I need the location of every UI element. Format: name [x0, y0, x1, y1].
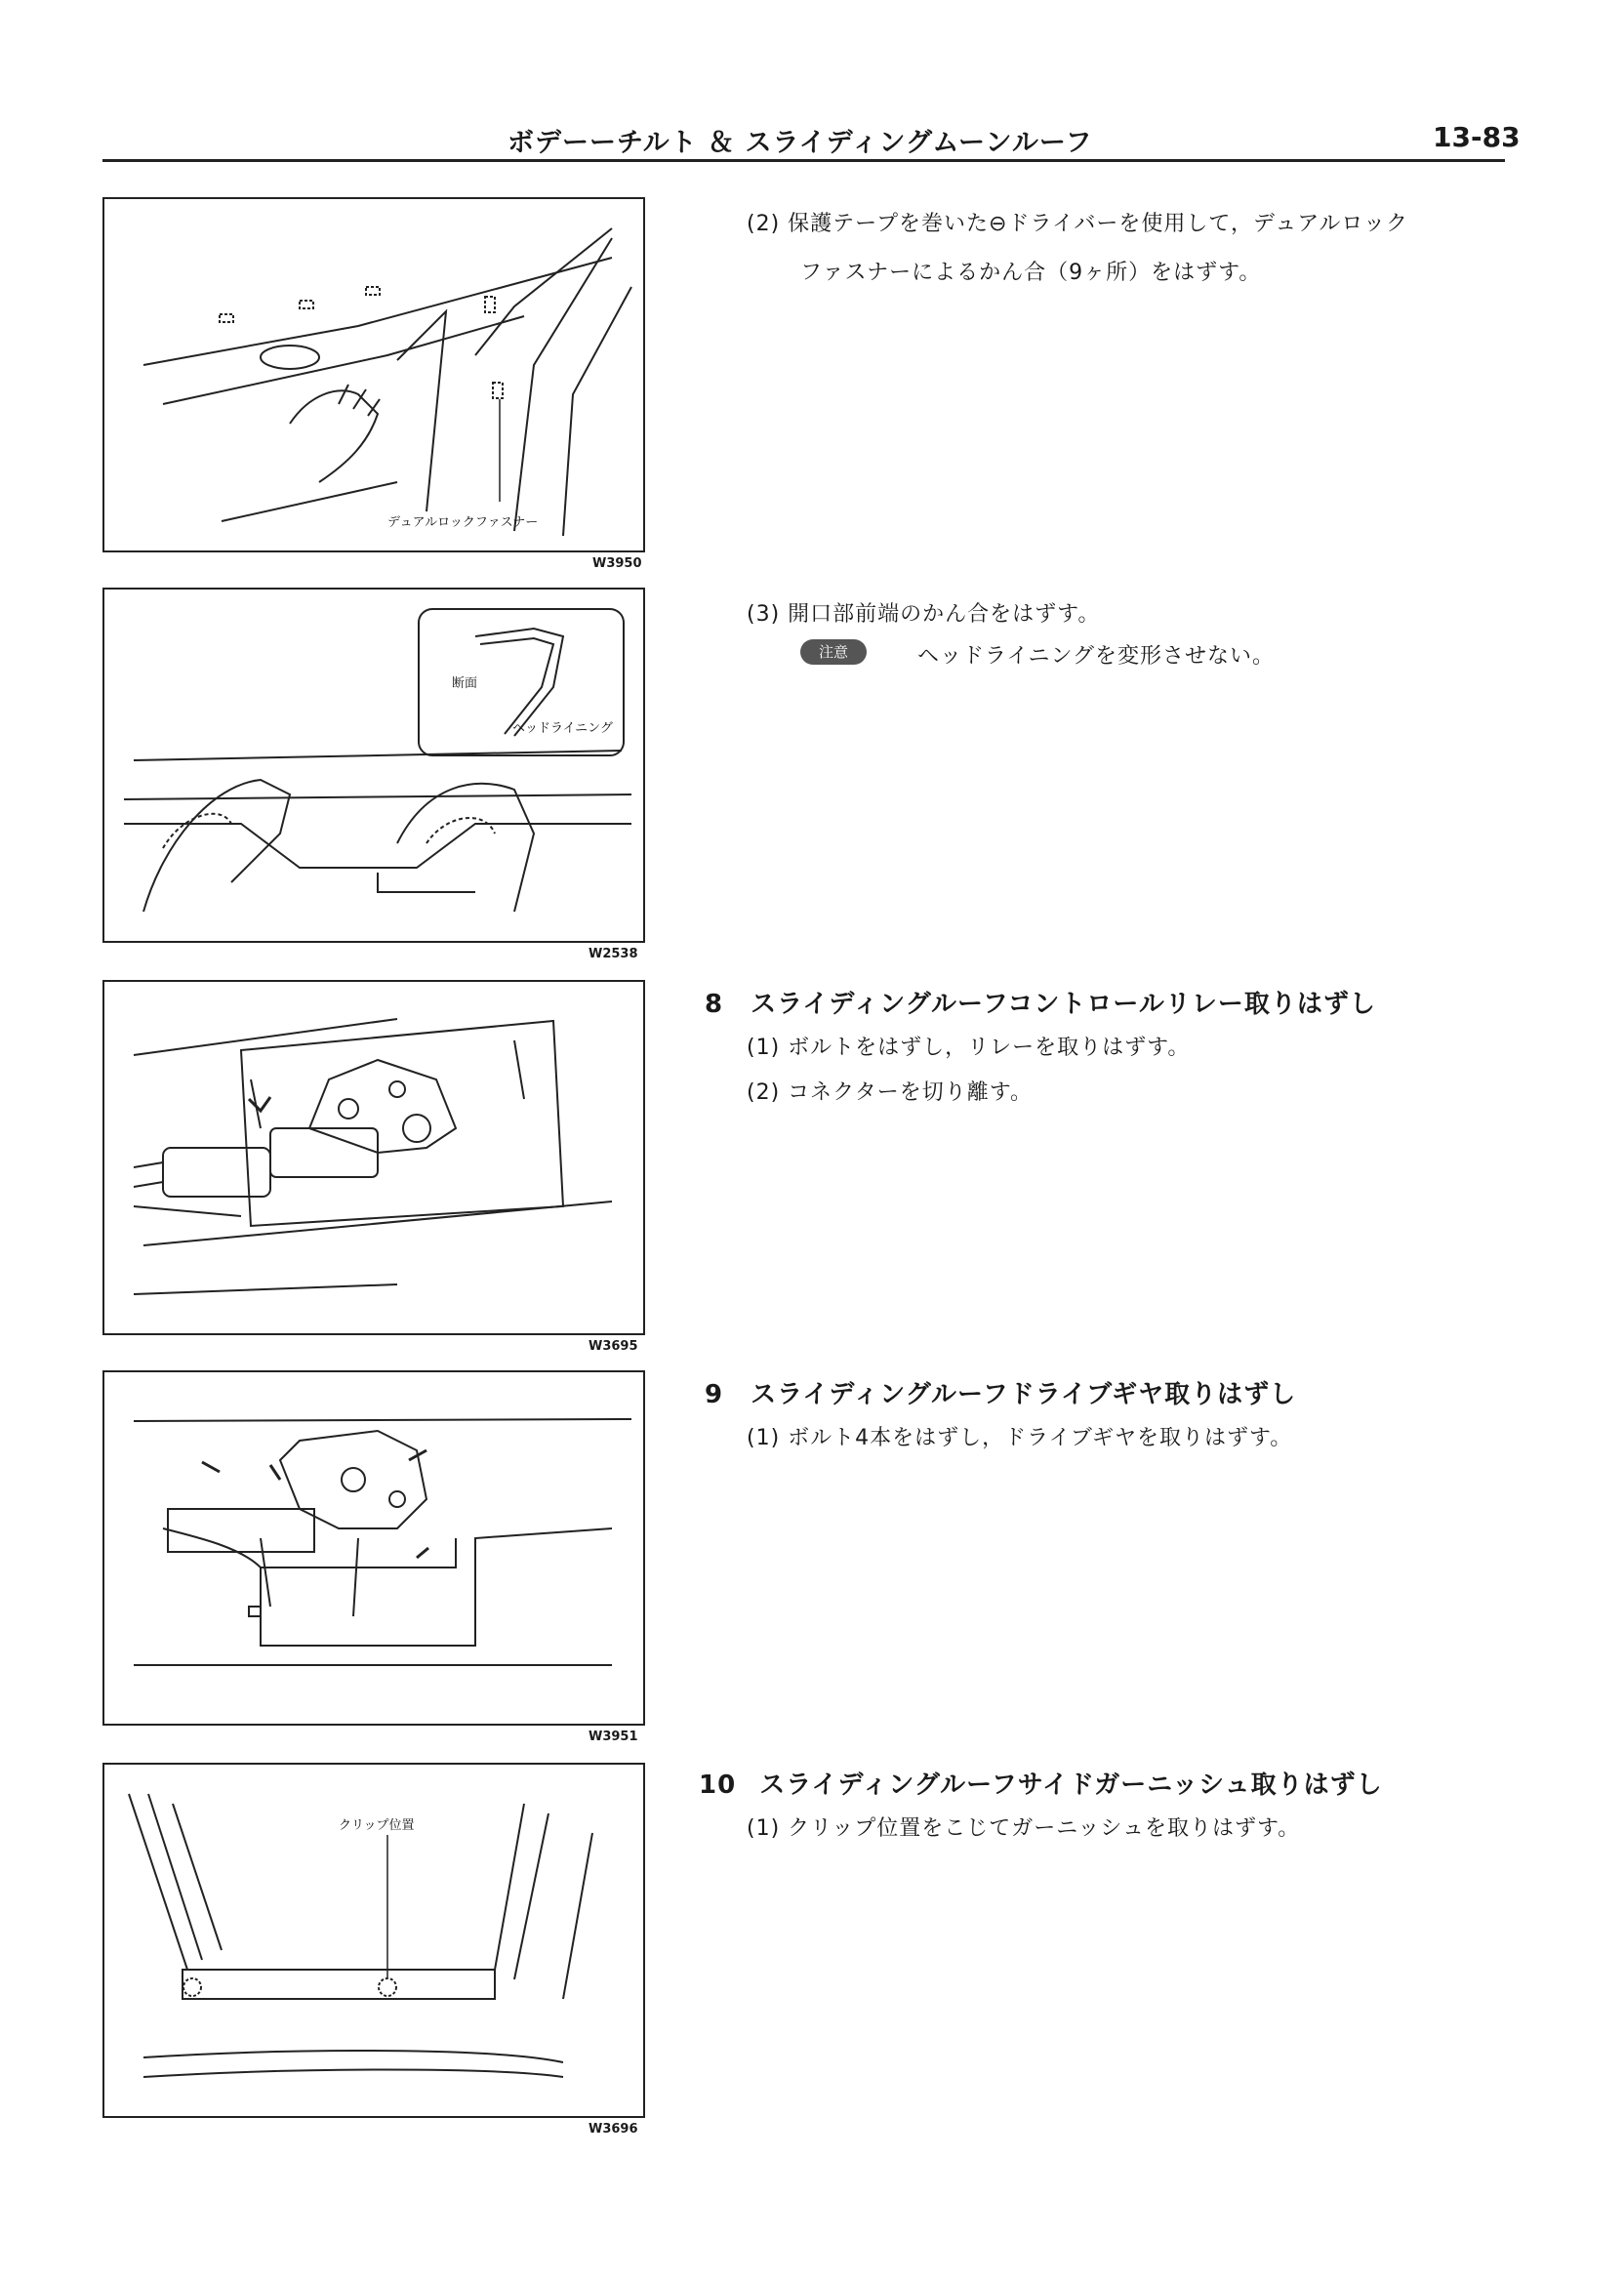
step-2-line-2: ファスナーによるかん合（9ヶ所）をはずす。: [800, 261, 1262, 285]
figure-code: W3950: [592, 556, 642, 571]
section-9-item-1: (1) ボルト4本をはずし，ドライブギヤを取りはずす。: [747, 1426, 1293, 1450]
caution-badge: 注意: [800, 639, 867, 665]
section-8-heading: [705, 984, 1376, 1020]
figure-label-dual-lock: デュアルロックファスナー: [387, 515, 539, 530]
section-number: 10: [699, 1771, 737, 1800]
figure-headlining-front: [102, 588, 645, 943]
section-9-heading: [705, 1374, 1296, 1410]
figure-label-clip-position: クリップ位置: [339, 1818, 415, 1833]
figure-dual-lock-fastener: [102, 197, 645, 552]
section-number: 9: [705, 1380, 724, 1409]
figure-illustration: [104, 590, 647, 945]
figure-illustration: [104, 982, 647, 1337]
figure-label-section: 断面: [452, 676, 478, 691]
step-2-line-1: (2) 保護テープを巻いた⊖ドライバーを使用して，デュアルロック: [747, 212, 1408, 236]
section-number: 8: [705, 990, 724, 1019]
header-rule: [102, 159, 1505, 162]
figure-label-headlining: ヘッドライニング: [512, 721, 613, 736]
page-header-title: ボデーーチルト ＆ スライディングムーンルーフ: [508, 128, 1093, 158]
section-10-heading: [699, 1765, 1383, 1801]
figure-side-garnish: [102, 1763, 645, 2118]
section-8-item-2: (2) コネクターを切り離す。: [747, 1080, 1033, 1105]
section-8-item-1: (1) ボルトをはずし，リレーを取りはずす。: [747, 1036, 1191, 1060]
figure-code: W3951: [589, 1730, 638, 1744]
caution-text: ヘッドライニングを変形させない。: [917, 644, 1276, 669]
figure-illustration: [104, 199, 647, 554]
section-title: スライディングルーフサイドガーニッシュ取りはずし: [759, 1771, 1383, 1800]
figure-control-relay: [102, 980, 645, 1335]
step-3-line-1: (3) 開口部前端のかん合をはずす。: [747, 602, 1101, 627]
figure-drive-gear: [102, 1370, 645, 1726]
section-10-item-1: (1) クリップ位置をこじてガーニッシュを取りはずす。: [747, 1816, 1301, 1841]
figure-illustration: [104, 1765, 647, 2120]
section-title: スライディングルーフドライブギヤ取りはずし: [751, 1380, 1297, 1409]
figure-code: W2538: [589, 947, 638, 961]
figure-illustration: [104, 1372, 647, 1728]
section-title: スライディングルーフコントロールリレー取りはずし: [751, 990, 1376, 1019]
figure-code: W3695: [589, 1339, 638, 1354]
page-number: 13-83: [1433, 121, 1521, 153]
figure-code: W3696: [589, 2122, 638, 2137]
